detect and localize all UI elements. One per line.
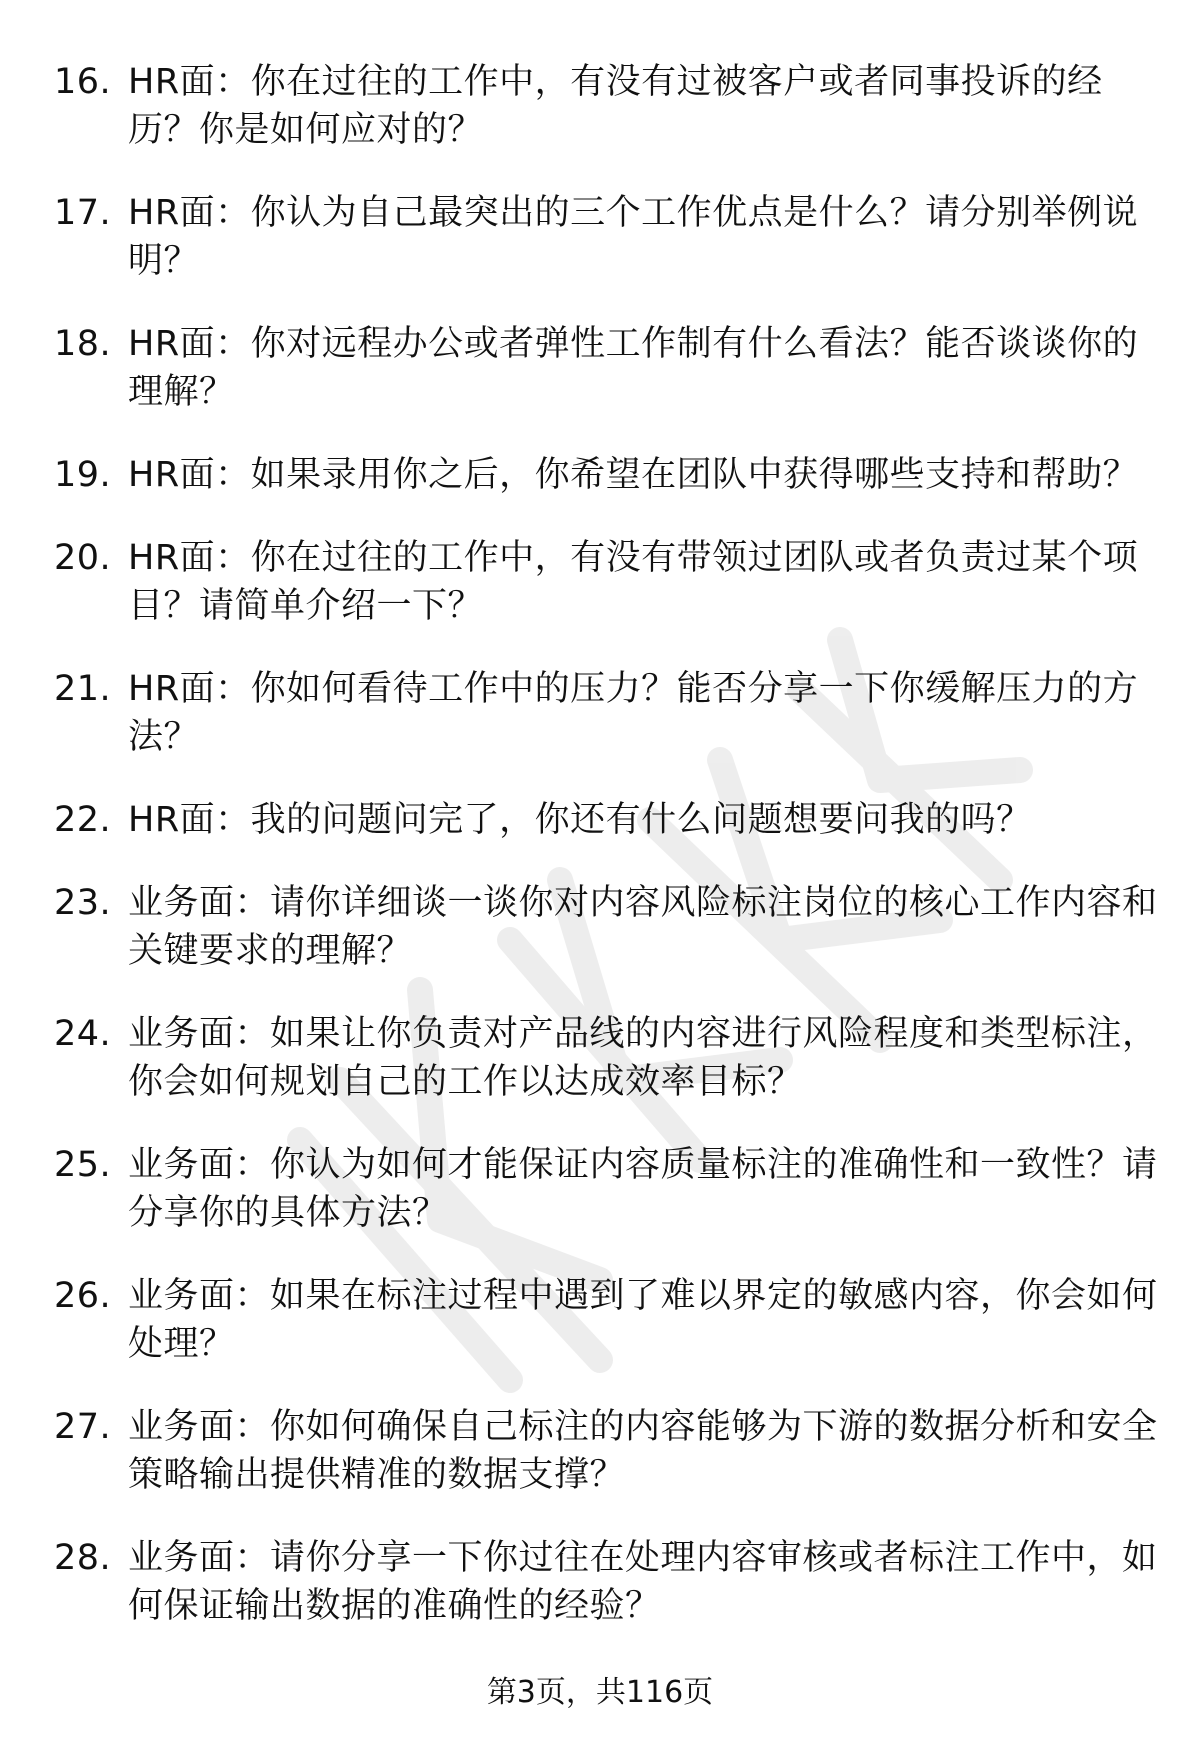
- question-text: 业务面：如果让你负责对产品线的内容进行风险程度和类型标注，你会如何规划自己的工作以达成效率目标？: [128, 1014, 1158, 1102]
- question-text: HR面：我的问题问完了，你还有什么问题想要问我的吗？: [128, 800, 1032, 840]
- question-text: HR面：如果录用你之后，你希望在团队中获得哪些支持和帮助？: [128, 455, 1139, 495]
- question-number: 24.: [54, 1014, 112, 1054]
- question-number: 27.: [54, 1407, 112, 1447]
- list-item: [0, 879, 1200, 975]
- question-list: [0, 58, 1200, 1665]
- question-text: HR面：你如何看待工作中的压力？能否分享一下你缓解压力的方法？: [128, 669, 1139, 757]
- question-number: 22.: [54, 800, 112, 840]
- question-text: HR面：你在过往的工作中，有没有过被客户或者同事投诉的经历？你是如何应对的？: [128, 62, 1103, 150]
- question-text: 业务面：请你详细谈一谈你对内容风险标注岗位的核心工作内容和关键要求的理解？: [128, 883, 1158, 971]
- list-item: [0, 451, 1200, 499]
- list-item: [0, 796, 1200, 844]
- question-number: 16.: [54, 62, 112, 102]
- question-number: 21.: [54, 669, 112, 709]
- question-number: 18.: [54, 324, 112, 364]
- question-number: 23.: [54, 883, 112, 923]
- list-item: [0, 189, 1200, 285]
- page-number-footer: 第3页，共116页: [486, 1675, 714, 1710]
- question-text: 业务面：你如何确保自己标注的内容能够为下游的数据分析和安全策略输出提供精准的数据支撑？: [128, 1407, 1158, 1495]
- question-number: 26.: [54, 1276, 112, 1316]
- list-item: [0, 1272, 1200, 1368]
- question-text: 业务面：你认为如何才能保证内容质量标注的准确性和一致性？请分享你的具体方法？: [128, 1145, 1158, 1233]
- list-item: [0, 1010, 1200, 1106]
- question-text: HR面：你认为自己最突出的三个工作优点是什么？请分别举例说明？: [128, 193, 1139, 281]
- question-text: HR面：你在过往的工作中，有没有带领过团队或者负责过某个项目？请简单介绍一下？: [128, 538, 1139, 626]
- list-item: [0, 534, 1200, 630]
- question-number: 25.: [54, 1145, 112, 1185]
- question-text: HR面：你对远程办公或者弹性工作制有什么看法？能否谈谈你的理解？: [128, 324, 1139, 412]
- list-item: [0, 1403, 1200, 1499]
- list-item: [0, 320, 1200, 416]
- question-number: 20.: [54, 538, 112, 578]
- question-number: 17.: [54, 193, 112, 233]
- list-item: [0, 665, 1200, 761]
- question-number: 28.: [54, 1538, 112, 1578]
- list-item: [0, 1141, 1200, 1237]
- list-item: [0, 58, 1200, 154]
- list-item: [0, 1534, 1200, 1630]
- question-number: 19.: [54, 455, 112, 495]
- question-text: 业务面：请你分享一下你过往在处理内容审核或者标注工作中，如何保证输出数据的准确性的经验？: [128, 1538, 1158, 1626]
- question-text: 业务面：如果在标注过程中遇到了难以界定的敏感内容，你会如何处理？: [128, 1276, 1158, 1364]
